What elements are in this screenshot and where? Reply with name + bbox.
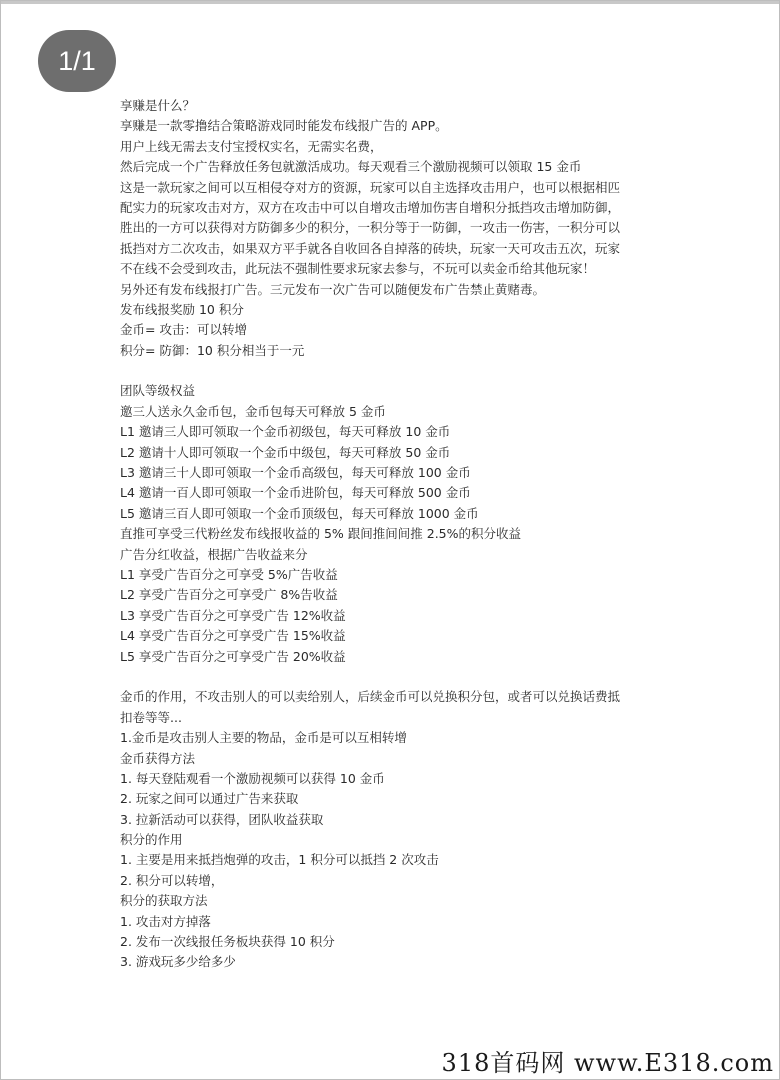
text-line: 积分的作用 — [120, 832, 183, 848]
text-line: 邀三人送永久金币包，金币包每天可释放 5 金币 — [120, 403, 386, 419]
text-line: 用户上线无需去支付宝授权实名，无需实名费， — [120, 138, 383, 154]
text-line: 金币获得方法 — [120, 750, 196, 766]
text-line: 享赚是什么？ — [120, 98, 196, 113]
text-line: 享赚是一款零撸结合策略游戏同时能发布线报广告的 APP。 — [120, 118, 448, 134]
text-line: 2. 积分可以转增， — [120, 872, 224, 888]
text-line: 扣卷等等... — [120, 709, 182, 725]
text-line: 2. 玩家之间可以通过广告来获取 — [120, 791, 299, 807]
text-line: L2 享受广告百分之可享受广 8%告收益 — [120, 587, 338, 603]
text-line: 发布线报奖励 10 积分 — [120, 301, 244, 317]
text-line: 胜出的一方可以获得对方防御多少的积分，一积分等于一防御，一攻击一伤害，一积分可以 — [120, 220, 621, 236]
paragraph-gap — [120, 667, 680, 687]
text-line: 另外还有发布线报打广告。三元发布一次广告可以随便发布广告禁止黄赌毒。 — [120, 281, 546, 297]
text-line: L3 享受广告百分之可享受广告 12%收益 — [120, 607, 346, 623]
text-line: L5 享受广告百分之可享受广告 20%收益 — [120, 648, 346, 664]
text-line: 1. 主要是用来抵挡炮弹的攻击，1 积分可以抵挡 2 次攻击 — [120, 852, 439, 868]
text-line: 抵挡对方二次攻击，如果双方平手就各自收回各自掉落的砖块，玩家一天可攻击五次，玩家 — [120, 240, 621, 256]
text-line: 1. 攻击对方掉落 — [120, 913, 211, 929]
text-line: 1.金币是攻击别人主要的物品，金币是可以互相转增 — [120, 730, 407, 746]
text-line: L4 享受广告百分之可享受广告 15%收益 — [120, 628, 346, 644]
page-indicator-badge[interactable]: 1/1 — [38, 30, 116, 92]
text-line: L1 享受广告百分之可享受 5%广告收益 — [120, 566, 338, 582]
text-line: L5 邀请三百人即可领取一个金币顶级包，每天可释放 1000 金币 — [120, 505, 479, 521]
text-line: 积分= 防御：10 积分相当于一元 — [120, 342, 305, 358]
text-line: 1. 每天登陆观看一个激励视频可以获得 10 金币 — [120, 770, 385, 786]
text-line: 然后完成一个广告释放任务包就激活成功。每天观看三个激励视频可以领取 15 金币 — [120, 159, 582, 175]
text-line: 积分的获取方法 — [120, 893, 208, 909]
text-line: L1 邀请三人即可领取一个金币初级包，每天可释放 10 金币 — [120, 424, 451, 440]
document-body — [120, 96, 680, 973]
text-line: 3. 游戏玩多少给多少 — [120, 954, 236, 970]
text-line: 3. 拉新活动可以获得，团队收益获取 — [120, 811, 324, 827]
text-line: 团队等级权益 — [120, 383, 196, 399]
text-line: 这是一款玩家之间可以互相侵夺对方的资源，玩家可以自主选择攻击用户，也可以根据相匹 — [120, 179, 621, 195]
text-line: L4 邀请一百人即可领取一个金币进阶包，每天可释放 500 金币 — [120, 485, 471, 501]
text-line: 配实力的玩家攻击对方，双方在攻击中可以自增攻击增加伤害自增积分抵挡攻击增加防御， — [120, 199, 621, 215]
text-line: 金币的作用，不攻击别人的可以卖给别人，后续金币可以兑换积分包，或者可以兑换话费抵 — [120, 689, 621, 705]
text-line: 直推可享受三代粉丝发布线报收益的 5% 跟间推间间推 2.5%的积分收益 — [120, 526, 522, 542]
text-line: L2 邀请十人即可领取一个金币中级包，每天可释放 50 金币 — [120, 444, 451, 460]
text-line: L3 邀请三十人即可领取一个金币高级包，每天可释放 100 金币 — [120, 465, 471, 481]
text-line: 不在线不会受到攻击，此玩法不强制性要求玩家去参与，不玩可以卖金币给其他玩家！ — [120, 261, 596, 277]
text-line: 2. 发布一次线报任务板块获得 10 积分 — [120, 934, 335, 950]
paragraph-gap — [120, 361, 680, 381]
text-line: 广告分红收益，根据广告收益来分 — [120, 546, 308, 562]
text-line: 金币= 攻击：可以转增 — [120, 322, 247, 338]
site-watermark: 318首码网 www.E318.com — [441, 1049, 774, 1077]
